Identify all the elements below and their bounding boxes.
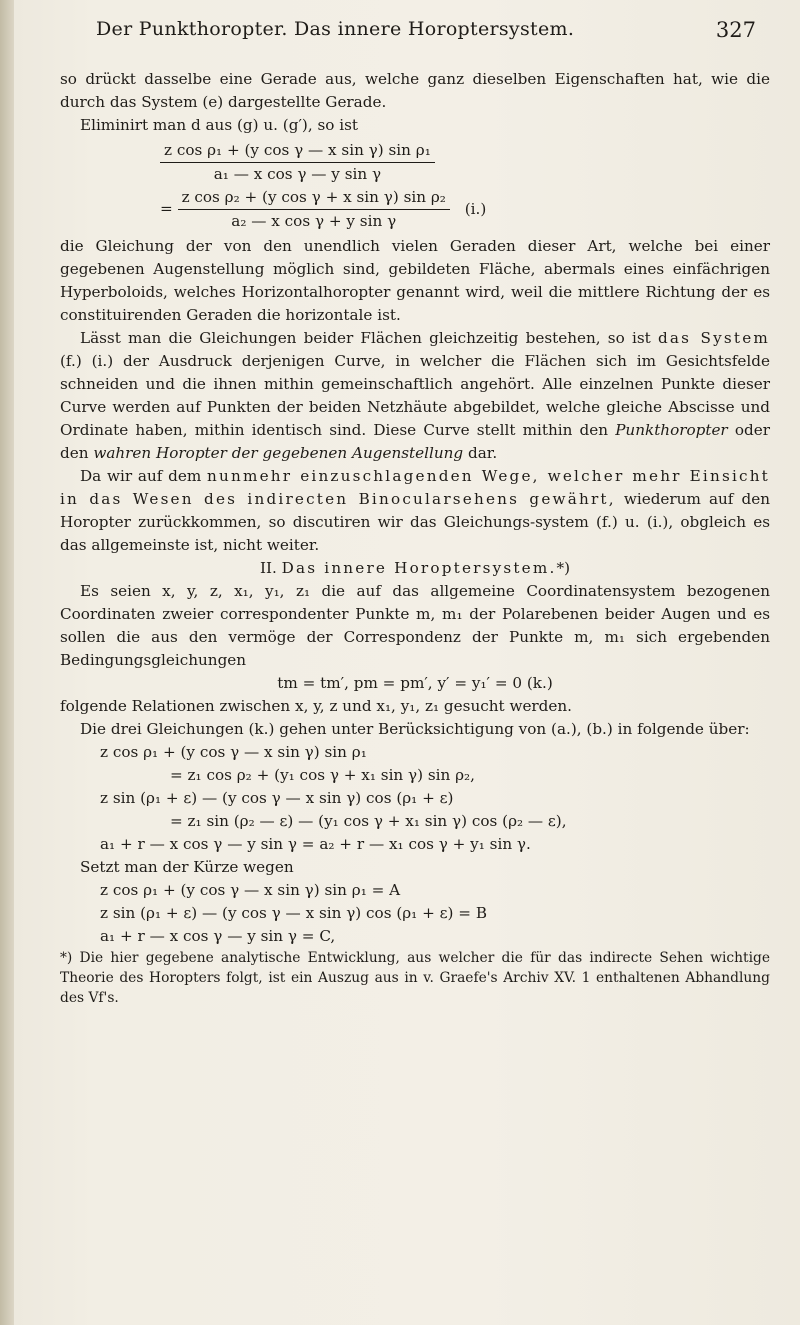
equation-line: a₁ + r — x cos γ — y sin γ = C, bbox=[100, 927, 336, 945]
page-body bbox=[60, 68, 770, 1008]
para5-spaced: nunmehr einzuschlagenden Wege, welcher mehr Einsicht in das Wesen des indirecten Binocularsehens gewährt, bbox=[60, 467, 770, 508]
section-number: II. bbox=[259, 559, 277, 577]
fraction-left bbox=[160, 139, 435, 186]
para4-b: (f.) (i.) der Ausdruck derjenigen Curve, in welcher die Flächen sich im Gesichtsfelde schneiden und die ihnen mithin gemeinschaftlich angehört. Alle einzelnen Punkte dieser Curve werden auf Punkten der beiden Netzhäute abgebildet, welche gleiche Abscisse und Ordinate haben, mithin identisch sind. Diese Curve stellt mithin den bbox=[60, 352, 770, 439]
running-head: Der Punkthoropter. Das innere Horoptersystem. bbox=[96, 18, 575, 40]
book-spine-shadow bbox=[0, 0, 14, 1325]
equation-line: = z₁ cos ρ₂ + (y₁ cos γ + x₁ sin γ) sin ρ₂, bbox=[170, 766, 475, 784]
fraction-right bbox=[178, 186, 450, 233]
para5-b: wiederum auf den Horopter zurückkommen, so discutiren wir das Gleichungs-system (f.) u. (i.), obgleich es das allgemeinste ist, nicht weiter. bbox=[60, 490, 770, 554]
paragraph-2: Eliminirt man d aus (g) u. (g′), so ist bbox=[80, 116, 358, 134]
footnote-marker: *) bbox=[556, 559, 571, 577]
paragraph-3: die Gleichung der von den unendlich vielen Geraden dieser Art, welche bei einer gegebenen Augenstellung möglich sind, gebildeten Fläche, abermals eines einfächrigen Hyperboloids, welches Horizontalhoropter genannt wird, weil die mittlere Richtung der es constituirenden Geraden die horizontale ist. bbox=[60, 237, 770, 324]
denominator-2: a₂ — x cos γ + y sin γ bbox=[231, 212, 397, 230]
equation-line: a₁ + r — x cos γ — y sin γ = a₂ + r — x₁ cos γ + y₁ sin γ. bbox=[100, 835, 531, 853]
equation-set bbox=[60, 741, 770, 856]
numerator-2: z cos ρ₂ + (y cos γ + x sin γ) sin ρ₂ bbox=[178, 186, 450, 210]
equation-line: z cos ρ₁ + (y cos γ — x sin γ) sin ρ₁ bbox=[100, 743, 367, 761]
section-title: Das innere Horoptersystem. bbox=[281, 559, 557, 577]
numerator-1: z cos ρ₁ + (y cos γ — x sin γ) sin ρ₁ bbox=[160, 139, 435, 163]
para4-spaced: das System bbox=[657, 329, 770, 347]
para4-c: oder den bbox=[60, 421, 770, 462]
para4-italic-2: wahren Horopter der gegebenen Augenstellung bbox=[93, 444, 464, 462]
para4-italic-1: Punkthoropter bbox=[615, 421, 728, 439]
equation-abbreviations bbox=[60, 879, 770, 948]
page-number: 327 bbox=[715, 18, 756, 42]
equation-line: z sin (ρ₁ + ε) — (y cos γ — x sin γ) cos (ρ₁ + ε) = B bbox=[100, 904, 487, 922]
para4-a: Lässt man die Gleichungen beider Flächen gleichzeitig bestehen, so ist bbox=[80, 329, 658, 347]
para5-a: Da wir auf dem bbox=[80, 467, 208, 485]
equation-line: z cos ρ₁ + (y cos γ — x sin γ) sin ρ₁ = A bbox=[100, 881, 401, 899]
paragraph-7: folgende Relationen zwischen x, y, z und x₁, y₁, z₁ gesucht werden. bbox=[60, 697, 573, 715]
equals-sign: = bbox=[160, 199, 173, 218]
para4-d: dar. bbox=[463, 444, 498, 462]
equation-label-i: (i.) bbox=[464, 200, 487, 218]
equation-i bbox=[160, 139, 770, 233]
denominator-1: a₁ — x cos γ — y sin γ bbox=[213, 165, 382, 183]
paragraph-6: Es seien x, y, z, x₁, y₁, z₁ die auf das allgemeine Coordinatensystem bezogenen Coordinaten zweier correspondenter Punkte m, m₁ der Polarebenen beider Augen und es sollen die aus den vermöge der Correspondenz der Punkte m, m₁ sich ergebenden Bedingungsgleichungen bbox=[60, 582, 770, 669]
paragraph-4 bbox=[60, 327, 770, 465]
paragraph-9: Setzt man der Kürze wegen bbox=[80, 858, 294, 876]
equation-line: = z₁ sin (ρ₂ — ε) — (y₁ cos γ + x₁ sin γ) cos (ρ₂ — ε), bbox=[170, 812, 567, 830]
paragraph-5 bbox=[60, 465, 770, 557]
equation-line: z sin (ρ₁ + ε) — (y cos γ — x sin γ) cos (ρ₁ + ε) bbox=[100, 789, 454, 807]
equation-k: tm = tm′, pm = pm′, y′ = y₁′ = 0 (k.) bbox=[277, 674, 553, 692]
paragraph-1: so drückt dasselbe eine Gerade aus, welche ganz dieselben Eigenschaften hat, wie die durch das System (e) dargestellte Gerade. bbox=[60, 70, 770, 111]
page-header bbox=[96, 18, 756, 58]
footnote: *) Die hier gegebene analytische Entwicklung, aus welcher die für das indirecte Sehen wichtige Theorie des Horopters folgt, ist ein Auszug aus in v. Graefe's Archiv XV. 1 enthaltenen Abhandlung des Vf's. bbox=[60, 950, 770, 1006]
section-heading bbox=[60, 557, 770, 580]
paragraph-8: Die drei Gleichungen (k.) gehen unter Berücksichtigung von (a.), (b.) in folgende über: bbox=[80, 720, 750, 738]
